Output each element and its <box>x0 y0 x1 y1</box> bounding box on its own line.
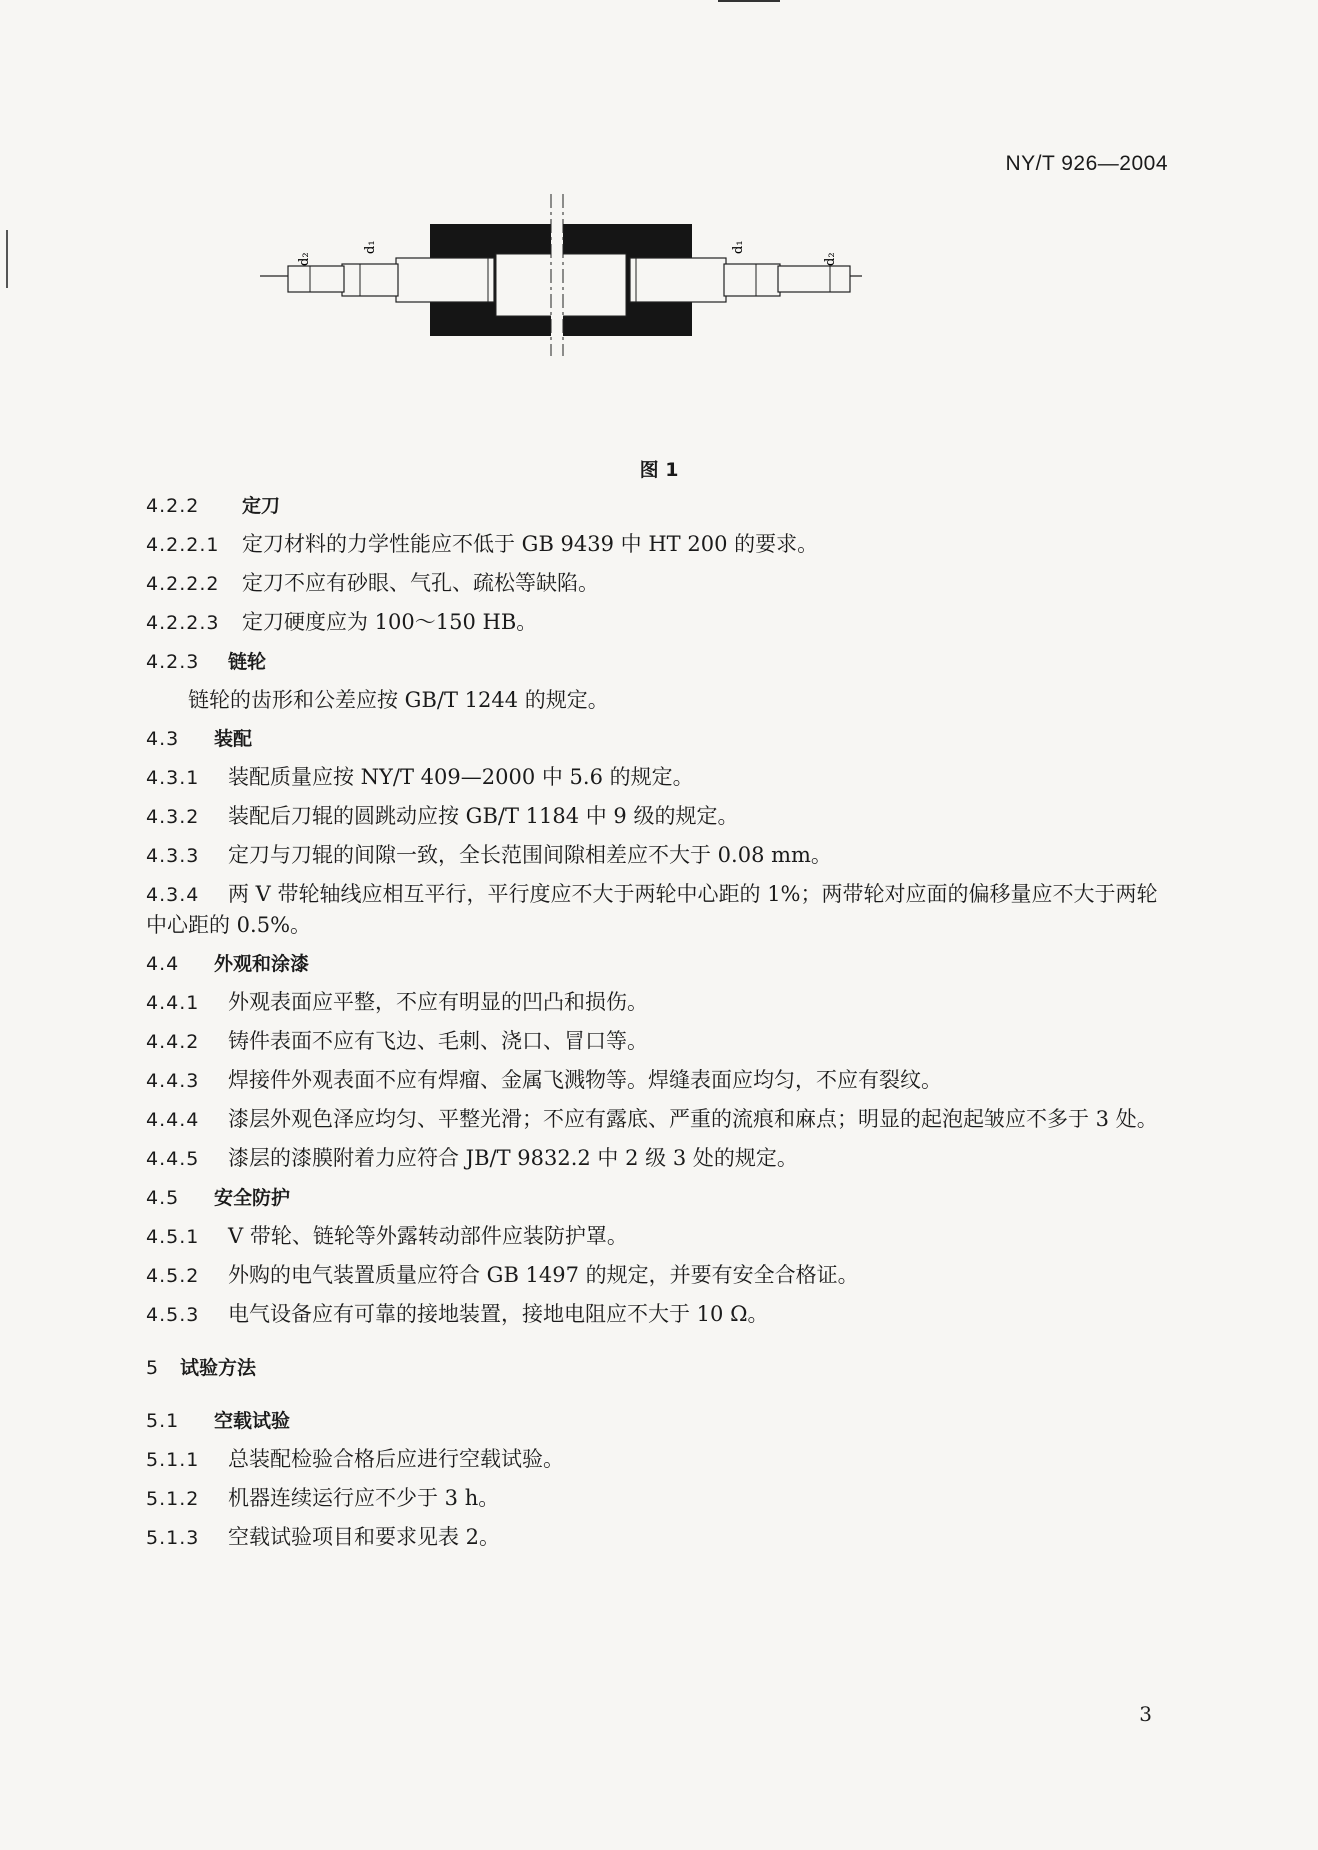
right-shaft-d1 <box>724 264 780 296</box>
label-d2-left: d₂ <box>297 252 312 266</box>
clause-number: 4.4.1 <box>146 992 200 1014</box>
clause-4-5-3 <box>146 1299 1176 1330</box>
standard-code: NY/T 926—2004 <box>1005 152 1168 175</box>
section-number: 4.5 <box>146 1187 180 1209</box>
clause-number: 4.4.2 <box>146 1031 200 1053</box>
clause-4-5-2 <box>146 1260 1176 1291</box>
clause-4-2-2-3 <box>146 607 1176 638</box>
clause-text: 两 V 带轮轴线应相互平行，平行度应不大于两轮中心距的 1%；两带轮对应面的偏移量应不大于两轮中心距的 0.5%。 <box>146 882 1158 937</box>
clause-number: 4.3.2 <box>146 806 200 828</box>
clause-4-4-2 <box>146 1026 1176 1057</box>
clause-text: 外观表面应平整，不应有明显的凹凸和损伤。 <box>228 990 648 1014</box>
clause-text: 定刀与刀辊的间隙一致，全长范围间隙相差应不大于 0.08 mm。 <box>228 843 832 867</box>
clause-number: 4.3.4 <box>146 884 200 906</box>
clause-text: 空载试验项目和要求见表 2。 <box>228 1525 501 1549</box>
section-4-5 <box>146 1182 1176 1213</box>
clause-number: 4.5.3 <box>146 1304 200 1326</box>
clause-number: 4.5.2 <box>146 1265 200 1287</box>
top-binding-mark <box>718 0 780 2</box>
left-shaft-d1 <box>342 264 398 296</box>
clause-number: 4.3.3 <box>146 845 200 867</box>
section-title: 装配 <box>214 728 253 750</box>
figure-1-roller-drawing <box>297 224 1030 424</box>
section-number: 4.2.3 <box>146 651 200 673</box>
clause-text: 机器连续运行应不少于 3 h。 <box>228 1486 500 1510</box>
clause-number: 4.2.2.2 <box>146 573 220 595</box>
clause-4-3-1 <box>146 762 1176 793</box>
clause-number: 4.4.5 <box>146 1148 200 1170</box>
clause-4-4-3 <box>146 1065 1176 1096</box>
clause-number: 4.2.2.3 <box>146 612 220 634</box>
section-title: 链轮 <box>228 651 267 673</box>
clause-number: 4.4.3 <box>146 1070 200 1092</box>
clause-text: 定刀材料的力学性能应不低于 GB 9439 中 HT 200 的要求。 <box>242 532 819 556</box>
clause-4-2-3-text: 链轮的齿形和公差应按 GB/T 1244 的规定。 <box>188 688 609 712</box>
section-title: 空载试验 <box>214 1410 291 1432</box>
clause-5-1-3 <box>146 1522 1176 1553</box>
label-d1-right: d₁ <box>731 240 746 254</box>
clause-number: 4.3.1 <box>146 767 200 789</box>
clause-5-1-2 <box>146 1483 1176 1514</box>
section-4-4 <box>146 948 1176 979</box>
clause-4-3-4 <box>146 879 1176 940</box>
section-number: 4.3 <box>146 728 180 750</box>
section-4-2-2 <box>146 490 1176 521</box>
clause-text: 漆层外观色泽应均匀、平整光滑；不应有露底、严重的流痕和麻点；明显的起泡起皱应不多于 3 处。 <box>228 1107 1158 1131</box>
section-title: 外观和涂漆 <box>214 953 310 975</box>
clause-text: 总装配检验合格后应进行空载试验。 <box>228 1447 564 1471</box>
clause-4-4-5 <box>146 1143 1176 1174</box>
clause-4-3-2 <box>146 801 1176 832</box>
left-shaft-d2 <box>288 266 344 292</box>
section-number: 4.4 <box>146 953 180 975</box>
clause-4-4-1 <box>146 987 1176 1018</box>
section-4-2-3 <box>146 646 1176 677</box>
clause-number: 4.4.4 <box>146 1109 200 1131</box>
right-shaft-d2 <box>778 266 850 292</box>
section-title: 定刀 <box>242 495 281 517</box>
clause-text: 电气设备应有可靠的接地装置，接地电阻应不大于 10 Ω。 <box>228 1302 769 1326</box>
clause-text: 外购的电气装置质量应符合 GB 1497 的规定，并要有安全合格证。 <box>228 1263 859 1287</box>
section-number: 5.1 <box>146 1410 180 1432</box>
clause-text: 铸件表面不应有飞边、毛刺、浇口、冒口等。 <box>228 1029 648 1053</box>
label-d1-left: d₁ <box>363 240 378 254</box>
clause-text: 定刀硬度应为 100～150 HB。 <box>242 610 538 634</box>
clause-text: 装配后刀辊的圆跳动应按 GB/T 1184 中 9 级的规定。 <box>228 804 739 828</box>
clause-5-1-1 <box>146 1444 1176 1475</box>
clause-text: 漆层的漆膜附着力应符合 JB/T 9832.2 中 2 级 3 处的规定。 <box>228 1146 798 1170</box>
clause-4-5-1 <box>146 1221 1176 1252</box>
clause-text: 定刀不应有砂眼、气孔、疏松等缺陷。 <box>242 571 599 595</box>
chapter-number: 5 <box>146 1357 160 1379</box>
clause-number: 5.1.2 <box>146 1488 200 1510</box>
clause-text: V 带轮、链轮等外露转动部件应装防护罩。 <box>228 1224 628 1248</box>
chapter-5 <box>146 1352 1176 1383</box>
clause-4-2-2-2 <box>146 568 1176 599</box>
clause-4-4-4 <box>146 1104 1176 1135</box>
clause-number: 4.2.2.1 <box>146 534 220 556</box>
figure-caption: 图 1 <box>639 459 679 481</box>
section-title: 安全防护 <box>214 1187 291 1209</box>
clause-number: 4.5.1 <box>146 1226 200 1248</box>
label-d2-right: d₂ <box>823 252 838 266</box>
clause-number: 5.1.3 <box>146 1527 200 1549</box>
clause-4-2-2-1 <box>146 529 1176 560</box>
page-number: 3 <box>1139 1702 1152 1726</box>
scan-edge-mark <box>6 230 8 288</box>
clause-4-3-3 <box>146 840 1176 871</box>
section-5-1 <box>146 1405 1176 1436</box>
clause-text: 焊接件外观表面不应有焊瘤、金属飞溅物等。焊缝表面应均匀，不应有裂纹。 <box>228 1068 942 1092</box>
clause-text: 装配质量应按 NY/T 409—2000 中 5.6 的规定。 <box>228 765 694 789</box>
section-number: 4.2.2 <box>146 495 200 517</box>
document-body <box>146 490 1176 1561</box>
section-4-3 <box>146 723 1176 754</box>
chapter-title: 试验方法 <box>180 1357 257 1379</box>
clause-number: 5.1.1 <box>146 1449 200 1471</box>
